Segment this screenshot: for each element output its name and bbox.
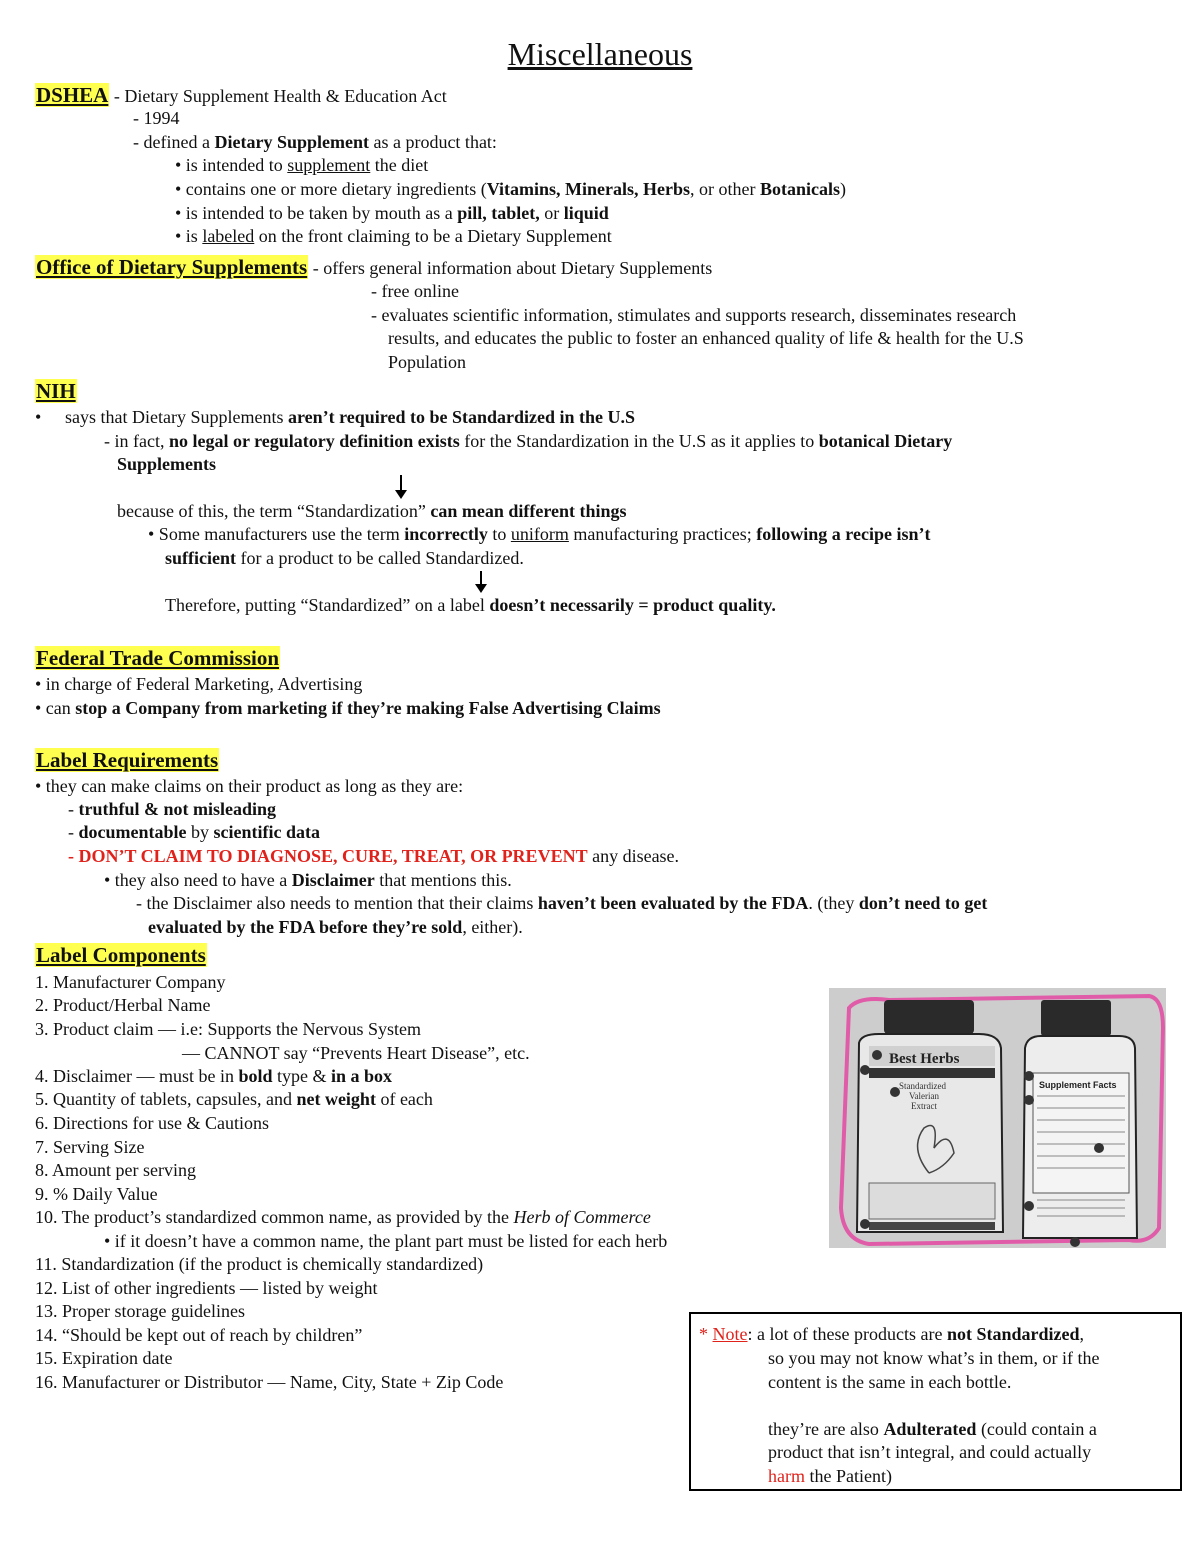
- labelreq-line-7: evaluated by the FDA before they’re sold, either).: [148, 917, 523, 937]
- dshea-section: [35, 84, 447, 109]
- photo-product-2: Valerian: [909, 1091, 939, 1101]
- ftc-line-1: • in charge of Federal Marketing, Advertising: [35, 674, 363, 694]
- labelreq-line-3: - documentable by scientific data: [68, 822, 320, 842]
- list-item: 2. Product/Herbal Name: [35, 995, 211, 1015]
- ftc-line-2: • can stop a Company from marketing if they’re making False Advertising Claims: [35, 698, 661, 718]
- dshea-year: - 1994: [133, 108, 180, 128]
- nih-heading: NIH: [36, 379, 76, 403]
- ftc-heading-row: [35, 647, 280, 672]
- list-item: 11. Standardization (if the product is chemically standardized): [35, 1254, 484, 1274]
- dshea-bullet-4: • is labeled on the front claiming to be a Dietary Supplement: [175, 226, 612, 246]
- list-item: 13. Proper storage guidelines: [35, 1301, 245, 1321]
- down-arrow-icon: [480, 571, 482, 585]
- nih-line-6: sufficient for a product to be called Standardized.: [165, 548, 524, 568]
- labelreq-heading-row: [35, 749, 219, 774]
- labelcomp-heading-row: [35, 944, 207, 969]
- note-line-2: so you may not know what’s in them, or if the: [768, 1348, 1100, 1368]
- ods-line-5: Population: [388, 352, 467, 372]
- ods-section: [35, 256, 712, 281]
- label-photo: [829, 988, 1166, 1248]
- note-line-3: content is the same in each bottle.: [768, 1372, 1012, 1392]
- photo-product-1: Standardized: [899, 1081, 946, 1091]
- dshea-bullet-2: • contains one or more dietary ingredients (Vitamins, Minerals, Herbs, or other Botanicals): [175, 179, 847, 199]
- ftc-heading: Federal Trade Commission: [36, 646, 280, 670]
- down-arrow-icon: [400, 475, 402, 491]
- note-line-6: harm the Patient): [768, 1466, 892, 1486]
- nih-heading-row: [35, 380, 77, 405]
- dshea-intro: - defined a Dietary Supplement as a product that:: [133, 132, 497, 152]
- labelreq-line-5: • they also need to have a Disclaimer that mentions this.: [104, 870, 512, 890]
- list-item: 10. The product’s standardized common name, as provided by the Herb of Commerce: [35, 1207, 651, 1227]
- photo-product-3: Extract: [911, 1101, 937, 1111]
- list-item: 3. Product claim — i.e: Supports the Nervous System: [35, 1019, 421, 1039]
- list-item: 1. Manufacturer Company: [35, 972, 226, 992]
- note-box: [689, 1312, 1182, 1491]
- list-item: 7. Serving Size: [35, 1137, 145, 1157]
- nih-line-5: • Some manufacturers use the term incorrectly to uniform manufacturing practices; following a recipe isn’t: [148, 524, 931, 544]
- dshea-definition: - Dietary Supplement Health & Education Act: [113, 86, 447, 106]
- ods-heading: Office of Dietary Supplements: [36, 255, 308, 279]
- nih-line-3: Supplements: [117, 454, 217, 474]
- list-item: 16. Manufacturer or Distributor — Name, City, State + Zip Code: [35, 1372, 504, 1392]
- nih-line-4: because of this, the term “Standardization” can mean different things: [117, 501, 627, 521]
- list-item: 6. Directions for use & Cautions: [35, 1113, 269, 1133]
- ods-line-1: - offers general information about Dietary Supplements: [312, 258, 713, 278]
- list-item: — CANNOT say “Prevents Heart Disease”, etc.: [182, 1043, 530, 1063]
- list-item: 14. “Should be kept out of reach by children”: [35, 1325, 363, 1345]
- note-line-5: product that isn’t integral, and could actually: [768, 1442, 1092, 1462]
- dshea-bullet-3: • is intended to be taken by mouth as a pill, tablet, or liquid: [175, 203, 609, 223]
- note-line-1: * Note: a lot of these products are not Standardized,: [699, 1324, 1084, 1344]
- list-item: 8. Amount per serving: [35, 1160, 196, 1180]
- dshea-bullet-1: • is intended to supplement the diet: [175, 155, 429, 175]
- labelcomp-heading: Label Components: [36, 943, 206, 967]
- labelreq-line-2: - truthful & not misleading: [68, 799, 277, 819]
- ods-line-2: - free online: [371, 281, 459, 301]
- page-title: Miscellaneous: [507, 36, 693, 72]
- list-item: 4. Disclaimer — must be in bold type & in a box: [35, 1066, 393, 1086]
- labelreq-line-1: • they can make claims on their product as long as they are:: [35, 776, 464, 796]
- labelreq-line-6: - the Disclaimer also needs to mention that their claims haven’t been evaluated by the FDA. (they don’t need to get: [136, 893, 988, 913]
- photo-facts: Supplement Facts: [1039, 1080, 1117, 1090]
- list-item: 5. Quantity of tablets, capsules, and net weight of each: [35, 1089, 433, 1109]
- dshea-heading: DSHEA: [36, 83, 109, 107]
- nih-line-7: Therefore, putting “Standardized” on a label doesn’t necessarily = product quality.: [165, 595, 776, 615]
- photo-brand: Best Herbs: [889, 1051, 960, 1067]
- labelreq-line-4: - DON’T CLAIM TO DIAGNOSE, CURE, TREAT, OR PREVENT any disease.: [68, 846, 680, 866]
- nih-line-2: - in fact, no legal or regulatory definition exists for the Standardization in the U.S as it applies to botanical Dietary: [104, 431, 953, 451]
- list-item: 12. List of other ingredients — listed by weight: [35, 1278, 378, 1298]
- list-item: 15. Expiration date: [35, 1348, 173, 1368]
- labelreq-heading: Label Requirements: [36, 748, 219, 772]
- ods-line-3: - evaluates scientific information, stimulates and supports research, disseminates research: [371, 305, 1017, 325]
- ods-line-4: results, and educates the public to foster an enhanced quality of life & health for the U.S: [388, 328, 1024, 348]
- list-item: • if it doesn’t have a common name, the plant part must be listed for each herb: [104, 1231, 668, 1251]
- note-line-4: they’re are also Adulterated (could contain a: [768, 1419, 1097, 1439]
- label-photo-drawing: [829, 988, 1166, 1248]
- list-item: 9. % Daily Value: [35, 1184, 158, 1204]
- nih-bullet-1: • says that Dietary Supplements aren’t required to be Standardized in the U.S: [35, 407, 635, 427]
